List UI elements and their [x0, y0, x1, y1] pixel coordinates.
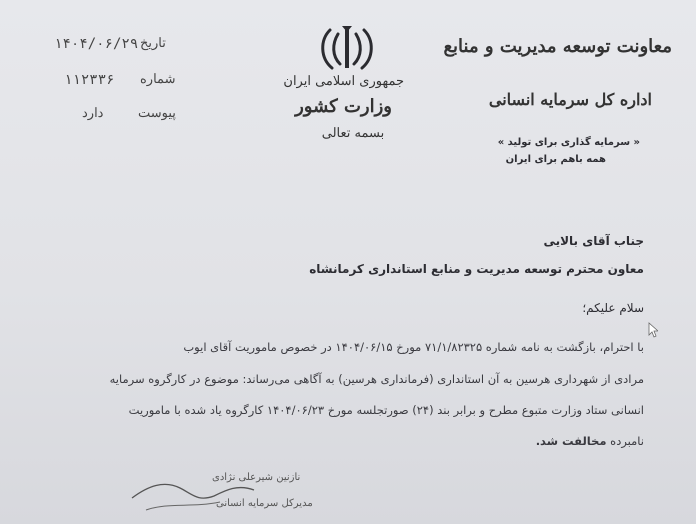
office-title: اداره کل سرمایه انسانی: [488, 90, 652, 109]
addressee-name: جناب آقای بالایی: [543, 234, 644, 248]
slogan-line-1: « سرمایه گذاری برای تولید »: [497, 137, 640, 148]
invocation: بسمه تعالی: [321, 126, 385, 141]
closing-prefix: نامبرده: [610, 434, 644, 448]
number-label: شماره: [140, 72, 176, 87]
body-line-3: انسانی ستاد وزارت متبوع مطرح و برابر بند (۲۴) صورتجلسه مورخ ۱۴۰۴/۰۶/۲۳ کارگروه یاد شده با ماموریت: [128, 403, 644, 417]
attachment-label: پیوست: [138, 106, 176, 121]
closing-decision: مخالفت شد.: [535, 434, 607, 448]
iran-emblem-icon: [318, 24, 376, 72]
country-name: جمهوری اسلامی ایران: [283, 74, 404, 89]
mouse-pointer-icon: [648, 322, 658, 338]
attachment-value: دارد: [82, 106, 104, 121]
date-value: ۱۴۰۴/۰۶/۲۹: [54, 36, 139, 52]
date-label: تاریخ: [140, 36, 166, 51]
body-line-1: با احترام، بازگشت به نامه شماره ۷۱/۱/۸۲۳۲۵ مورخ ۱۴۰۴/۰۶/۱۵ در خصوص ماموریت آقای ایوب: [183, 340, 644, 354]
body-line-2: مرادی از شهرداری هرسین به آن استانداری (فرمانداری هرسین) به آگاهی می‌رساند: موضوع در کارگروه سرمایه: [109, 372, 644, 386]
deputy-title: معاونت توسعه مدیریت و منابع: [443, 36, 672, 57]
greeting: سلام علیکم؛: [582, 301, 644, 315]
ministry-name: وزارت کشور: [295, 96, 392, 117]
signer-title: مدیرکل سرمایه انسانی: [216, 498, 313, 509]
slogan-line-2: همه باهم برای ایران: [505, 154, 606, 165]
signer-name: نازنین شیرعلی نژادی: [212, 472, 301, 483]
addressee-title: معاون محترم توسعه مدیریت و منابع استانداری کرمانشاه: [309, 262, 644, 276]
number-value: ۱۱۲۳۳۶: [64, 72, 115, 88]
body-line-4: [536, 434, 644, 448]
